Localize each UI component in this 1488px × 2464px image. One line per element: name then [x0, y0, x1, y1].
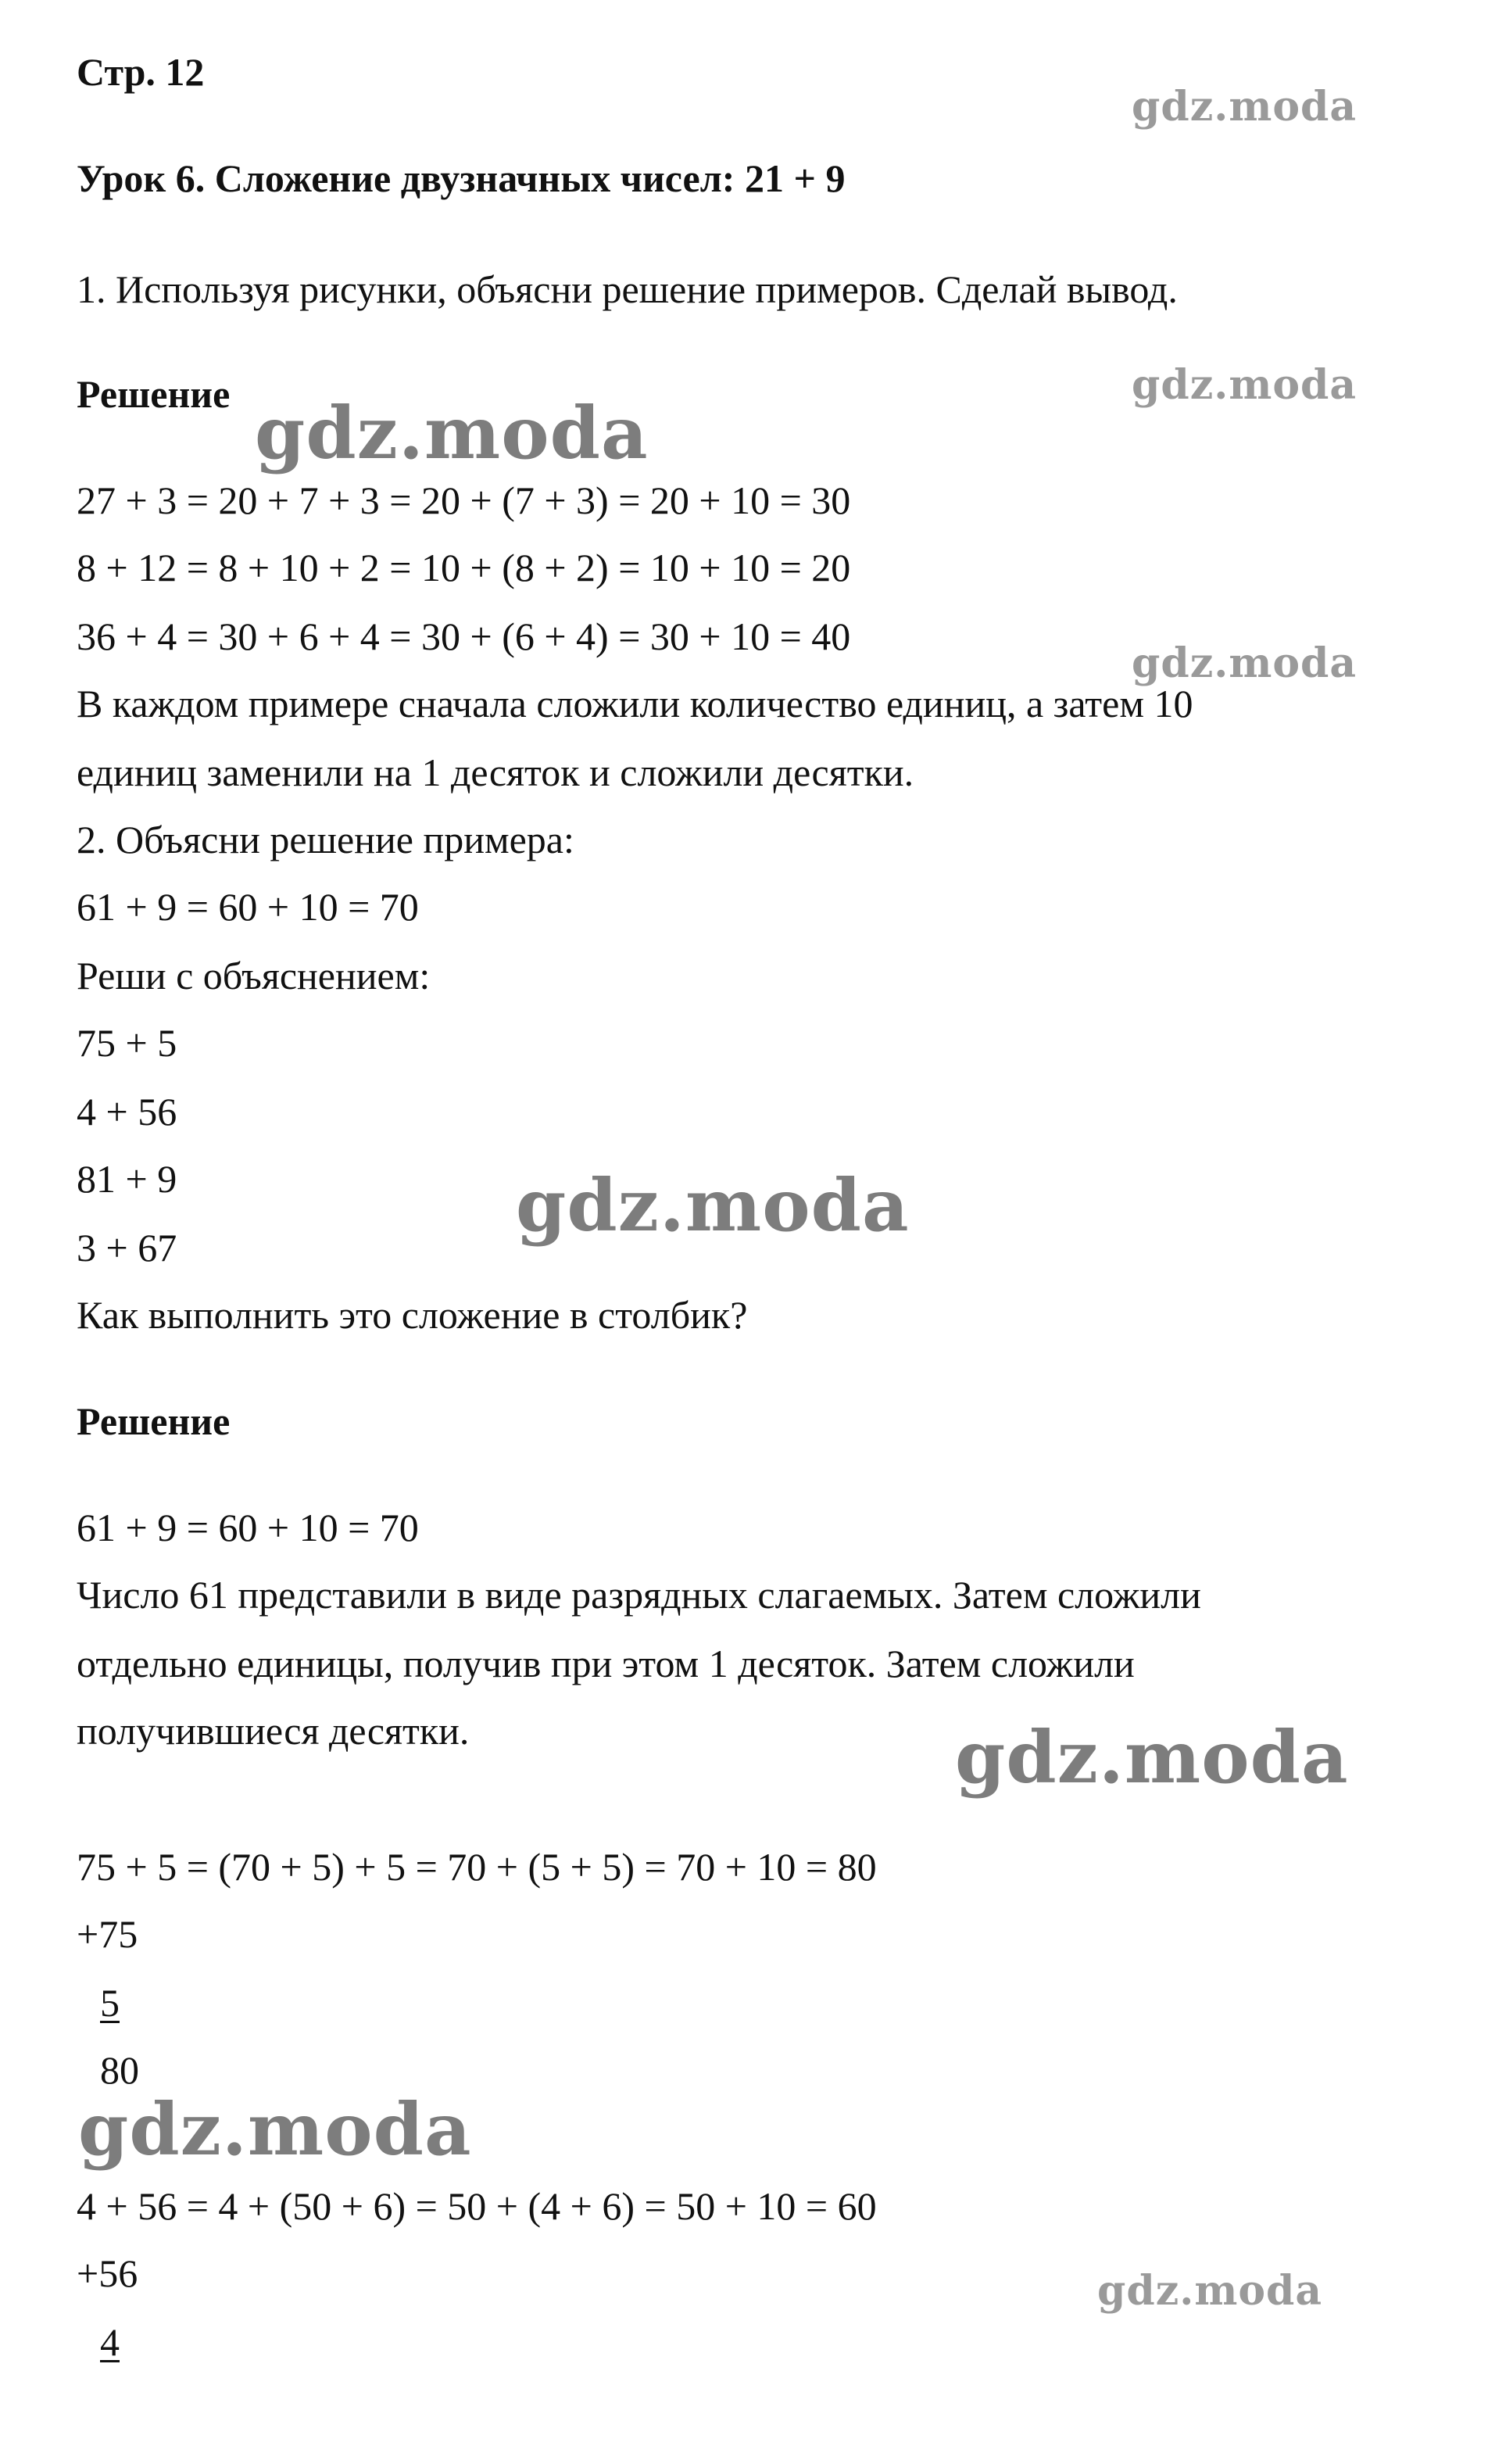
- task2-exercise-4: 3 + 67: [77, 1226, 177, 1270]
- page-label: Стр. 12: [77, 50, 205, 94]
- solution2-column-second: 4: [100, 2320, 120, 2364]
- task2-exercise-1: 75 + 5: [77, 1021, 177, 1065]
- task1-conclusion-line1: В каждом примере сначала сложили количество единиц, а затем 10: [77, 682, 1193, 725]
- task2-example: 61 + 9 = 60 + 10 = 70: [77, 885, 419, 929]
- watermark-logo: gdz.moda: [1097, 2267, 1323, 2315]
- task1-solution-heading: Решение: [77, 372, 231, 416]
- task2-exercise-2: 4 + 56: [77, 1090, 177, 1134]
- task2-explanation-line2: отдельно единицы, получив при этом 1 десяток. Затем сложили: [77, 1642, 1135, 1685]
- task2-column-question: Как выполнить это сложение в столбик?: [77, 1293, 748, 1337]
- task1-question: 1. Используя рисунки, объясни решение примеров. Сделай вывод.: [77, 267, 1178, 311]
- watermark-logo: gdz.moda: [1132, 361, 1357, 409]
- solution1-column-top: +75: [77, 1912, 138, 1956]
- task1-conclusion-line2: единиц заменили на 1 десяток и сложили десятки.: [77, 750, 914, 794]
- lesson-title: Урок 6. Сложение двузначных чисел: 21 + 9: [77, 156, 846, 200]
- task1-equation-2: 8 + 12 = 8 + 10 + 2 = 10 + (8 + 2) = 10 + 10 = 20: [77, 546, 851, 589]
- solution2-equation: 4 + 56 = 4 + (50 + 6) = 50 + (4 + 6) = 50 + 10 = 60: [77, 2184, 877, 2228]
- watermark-logo: gdz.moda: [78, 2087, 472, 2172]
- watermark-logo: gdz.moda: [1132, 83, 1357, 131]
- watermark-logo: gdz.moda: [516, 1163, 910, 1248]
- solution1-equation: 75 + 5 = (70 + 5) + 5 = 70 + (5 + 5) = 70 + 10 = 80: [77, 1845, 877, 1889]
- watermark-logo: gdz.moda: [1132, 639, 1357, 687]
- task1-equation-3: 36 + 4 = 30 + 6 + 4 = 30 + (6 + 4) = 30 + 10 = 40: [77, 614, 851, 658]
- task2-exercise-3: 81 + 9: [77, 1157, 177, 1201]
- task2-solution-example: 61 + 9 = 60 + 10 = 70: [77, 1506, 419, 1549]
- task2-solution-heading: Решение: [77, 1399, 231, 1443]
- task2-instruction: Реши с объяснением:: [77, 954, 431, 997]
- solution1-column-result: 80: [100, 2048, 139, 2092]
- watermark-logo: gdz.moda: [255, 391, 649, 475]
- solution2-column-top: +56: [77, 2251, 138, 2295]
- task2-explanation-line1: Число 61 представили в виде разрядных слагаемых. Затем сложили: [77, 1573, 1201, 1617]
- task2-question: 2. Объясни решение примера:: [77, 818, 574, 861]
- task2-explanation-line3: получившиеся десятки.: [77, 1709, 470, 1753]
- watermark-logo: gdz.moda: [955, 1715, 1349, 1800]
- task1-equation-1: 27 + 3 = 20 + 7 + 3 = 20 + (7 + 3) = 20 + 10 = 30: [77, 478, 851, 522]
- solution1-column-second: 5: [100, 1981, 120, 2025]
